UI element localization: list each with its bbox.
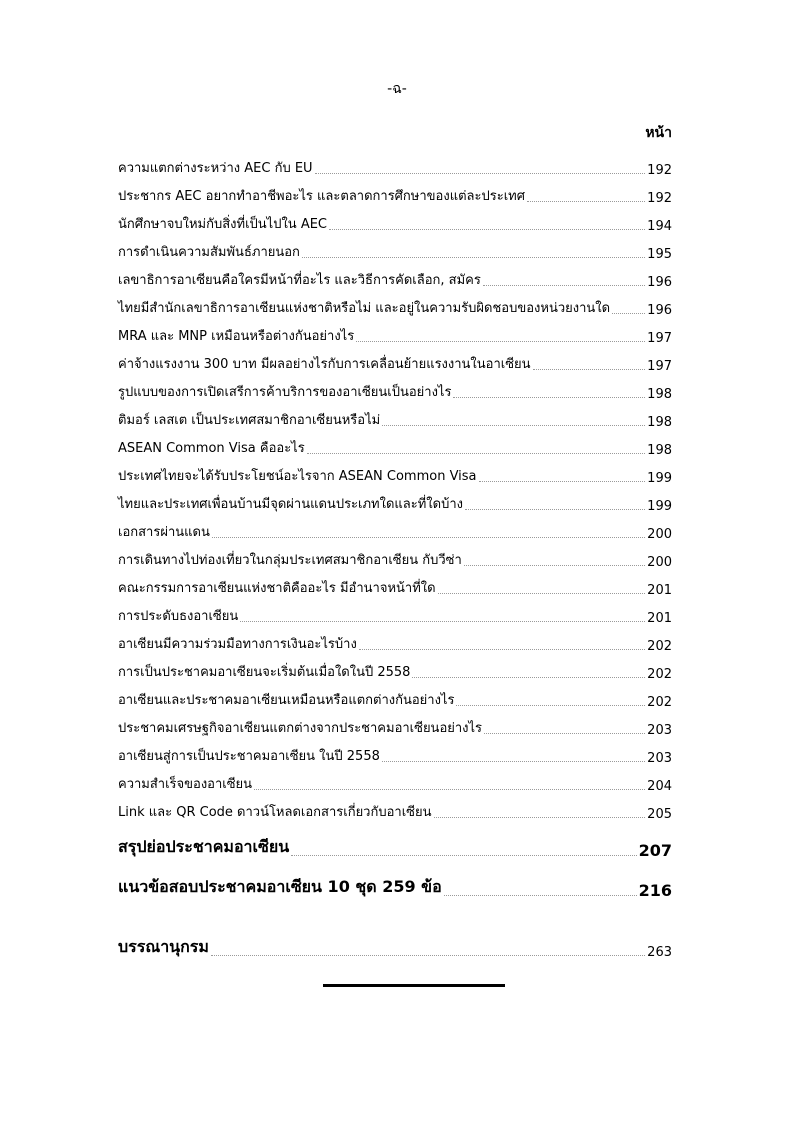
- entry-title: การเป็นประชาคมอาเซียนจะเริ่มต้นเมื่อใดในปี 2558: [118, 665, 411, 680]
- dot-leader: [329, 228, 645, 230]
- entry-title: ติมอร์ เลสเต เป็นประเทศสมาชิกอาเซียนหรือไม่: [118, 413, 381, 428]
- entry-page: 207: [638, 841, 672, 860]
- dot-leader: [382, 424, 645, 426]
- entry-page: 198: [647, 443, 672, 458]
- dot-leader: [356, 340, 645, 342]
- toc-entry[interactable]: [118, 794, 672, 822]
- entry-page: 204: [647, 779, 672, 794]
- entry-title: เลขาธิการอาเซียนคือใครมีหน้าที่อะไร และวิธีการคัดเลือก, สมัคร: [118, 273, 481, 288]
- dot-leader: [412, 676, 645, 678]
- entry-page: 200: [647, 527, 672, 542]
- entry-page: 203: [647, 723, 672, 738]
- entry-page: 201: [647, 583, 672, 598]
- toc-major-entry-bibliography[interactable]: [118, 932, 672, 960]
- dot-leader: [483, 284, 645, 286]
- end-divider: [323, 984, 505, 987]
- entry-page: 203: [647, 751, 672, 766]
- entry-title: บรรณานุกรม: [118, 937, 209, 956]
- entry-title: ประชากร AEC อยากทำอาชีพอะไร และตลาดการศึกษาของแต่ละประเทศ: [118, 189, 525, 204]
- dot-leader: [315, 172, 646, 174]
- entry-title: ไทยและประเทศเพื่อนบ้านมีจุดผ่านแดนประเภทใดและที่ใดบ้าง: [118, 497, 463, 512]
- toc-entry[interactable]: [118, 486, 672, 514]
- entry-title: ค่าจ้างแรงงาน 300 บาท มีผลอย่างไรกับการเคลื่อนย้ายแรงงานในอาเซียน: [118, 357, 531, 372]
- entry-title: ความสำเร็จของอาเซียน: [118, 777, 253, 792]
- entry-title: สรุปย่อประชาคมอาเซียน: [118, 837, 290, 856]
- entry-page: 263: [647, 945, 672, 960]
- entry-page: 196: [647, 303, 672, 318]
- toc-entry[interactable]: [118, 458, 672, 486]
- entry-page: 198: [647, 387, 672, 402]
- entry-page: 200: [647, 555, 672, 570]
- table-of-contents: [118, 150, 672, 822]
- entry-page: 199: [647, 499, 672, 514]
- dot-leader: [211, 954, 645, 956]
- entry-title: การประดับธงอาเซียน: [118, 609, 239, 624]
- dot-leader: [291, 854, 636, 856]
- dot-leader: [444, 894, 637, 896]
- entry-title: นักศึกษาจบใหม่กับสิ่งที่เป็นไปใน AEC: [118, 217, 328, 232]
- toc-entry[interactable]: [118, 262, 672, 290]
- dot-leader: [533, 368, 646, 370]
- dot-leader: [240, 620, 645, 622]
- entry-page: 194: [647, 219, 672, 234]
- entry-page: 199: [647, 471, 672, 486]
- dot-leader: [484, 732, 645, 734]
- entry-title: MRA และ MNP เหมือนหรือต่างกันอย่างไร: [118, 329, 355, 344]
- entry-title: รูปแบบของการเปิดเสรีการค้าบริการของอาเซียนเป็นอย่างไร: [118, 385, 452, 400]
- toc-entry[interactable]: [118, 626, 672, 654]
- entry-page: 192: [647, 163, 672, 178]
- toc-entry[interactable]: [118, 178, 672, 206]
- entry-page: 202: [647, 667, 672, 682]
- toc-major-entry-summary[interactable]: [118, 832, 672, 860]
- toc-entry[interactable]: [118, 514, 672, 542]
- entry-page: 198: [647, 415, 672, 430]
- entry-page: 197: [647, 331, 672, 346]
- entry-title: ประชาคมเศรษฐกิจอาเซียนแตกต่างจากประชาคมอาเซียนอย่างไร: [118, 721, 483, 736]
- entry-title: การดำเนินความสัมพันธ์ภายนอก: [118, 245, 300, 260]
- toc-entry[interactable]: [118, 598, 672, 626]
- dot-leader: [612, 312, 645, 314]
- entry-title: อาเซียนสู่การเป็นประชาคมอาเซียน ในปี 2558: [118, 749, 380, 764]
- entry-title: ประเทศไทยจะได้รับประโยชน์อะไรจาก ASEAN Common Visa: [118, 469, 477, 484]
- toc-entry[interactable]: [118, 570, 672, 598]
- toc-entry[interactable]: [118, 318, 672, 346]
- toc-entry[interactable]: [118, 430, 672, 458]
- toc-entry[interactable]: [118, 234, 672, 262]
- entry-title: อาเซียนมีความร่วมมือทางการเงินอะไรบ้าง: [118, 637, 357, 652]
- toc-entry[interactable]: [118, 346, 672, 374]
- entry-title: แนวข้อสอบประชาคมอาเซียน 10 ชุด 259 ข้อ: [118, 877, 442, 896]
- entry-title: ไทยมีสำนักเลขาธิการอาเซียนแห่งชาติหรือไม่ และอยู่ในความรับผิดชอบของหน่วยงานใด: [118, 301, 611, 316]
- dot-leader: [307, 452, 645, 454]
- entry-page: 202: [647, 639, 672, 654]
- dot-leader: [456, 704, 645, 706]
- entry-page: 192: [647, 191, 672, 206]
- dot-leader: [465, 508, 645, 510]
- entry-page: 195: [647, 247, 672, 262]
- toc-major-entry-exam[interactable]: [118, 872, 672, 900]
- entry-title: ASEAN Common Visa คืออะไร: [118, 441, 305, 456]
- toc-entry[interactable]: [118, 542, 672, 570]
- toc-entry[interactable]: [118, 710, 672, 738]
- entry-title: คณะกรรมการอาเซียนแห่งชาติคืออะไร มีอำนาจหน้าที่ใด: [118, 581, 436, 596]
- dot-leader: [479, 480, 646, 482]
- toc-entry[interactable]: [118, 766, 672, 794]
- toc-entry[interactable]: [118, 206, 672, 234]
- toc-entry[interactable]: [118, 654, 672, 682]
- dot-leader: [382, 760, 645, 762]
- dot-leader: [302, 256, 645, 258]
- toc-entry[interactable]: [118, 290, 672, 318]
- toc-entry[interactable]: [118, 738, 672, 766]
- toc-entry[interactable]: [118, 150, 672, 178]
- page-column-header: หน้า: [645, 125, 672, 141]
- entry-page: 196: [647, 275, 672, 290]
- dot-leader: [527, 200, 645, 202]
- dot-leader: [359, 648, 645, 650]
- entry-title: อาเซียนและประชาคมอาเซียนเหมือนหรือแตกต่างกันอย่างไร: [118, 693, 455, 708]
- toc-entry[interactable]: [118, 402, 672, 430]
- entry-page: 201: [647, 611, 672, 626]
- entry-page: 205: [647, 807, 672, 822]
- toc-entry[interactable]: [118, 374, 672, 402]
- entry-title: ความแตกต่างระหว่าง AEC กับ EU: [118, 161, 313, 176]
- entry-title: การเดินทางไปท่องเที่ยวในกลุ่มประเทศสมาชิกอาเซียน กับวีซ่า: [118, 553, 462, 568]
- dot-leader: [434, 816, 646, 818]
- entry-page: 197: [647, 359, 672, 374]
- entry-page: 216: [638, 881, 672, 900]
- dot-leader: [438, 592, 646, 594]
- entry-title: Link และ QR Code ดาวน์โหลดเอกสารเกี่ยวกับอาเซียน: [118, 805, 432, 820]
- entry-page: 202: [647, 695, 672, 710]
- entry-title: เอกสารผ่านแดน: [118, 525, 210, 540]
- dot-leader: [212, 536, 645, 538]
- page-number: -ฉ-: [387, 81, 407, 97]
- toc-entry[interactable]: [118, 682, 672, 710]
- dot-leader: [254, 788, 645, 790]
- dot-leader: [453, 396, 645, 398]
- dot-leader: [464, 564, 645, 566]
